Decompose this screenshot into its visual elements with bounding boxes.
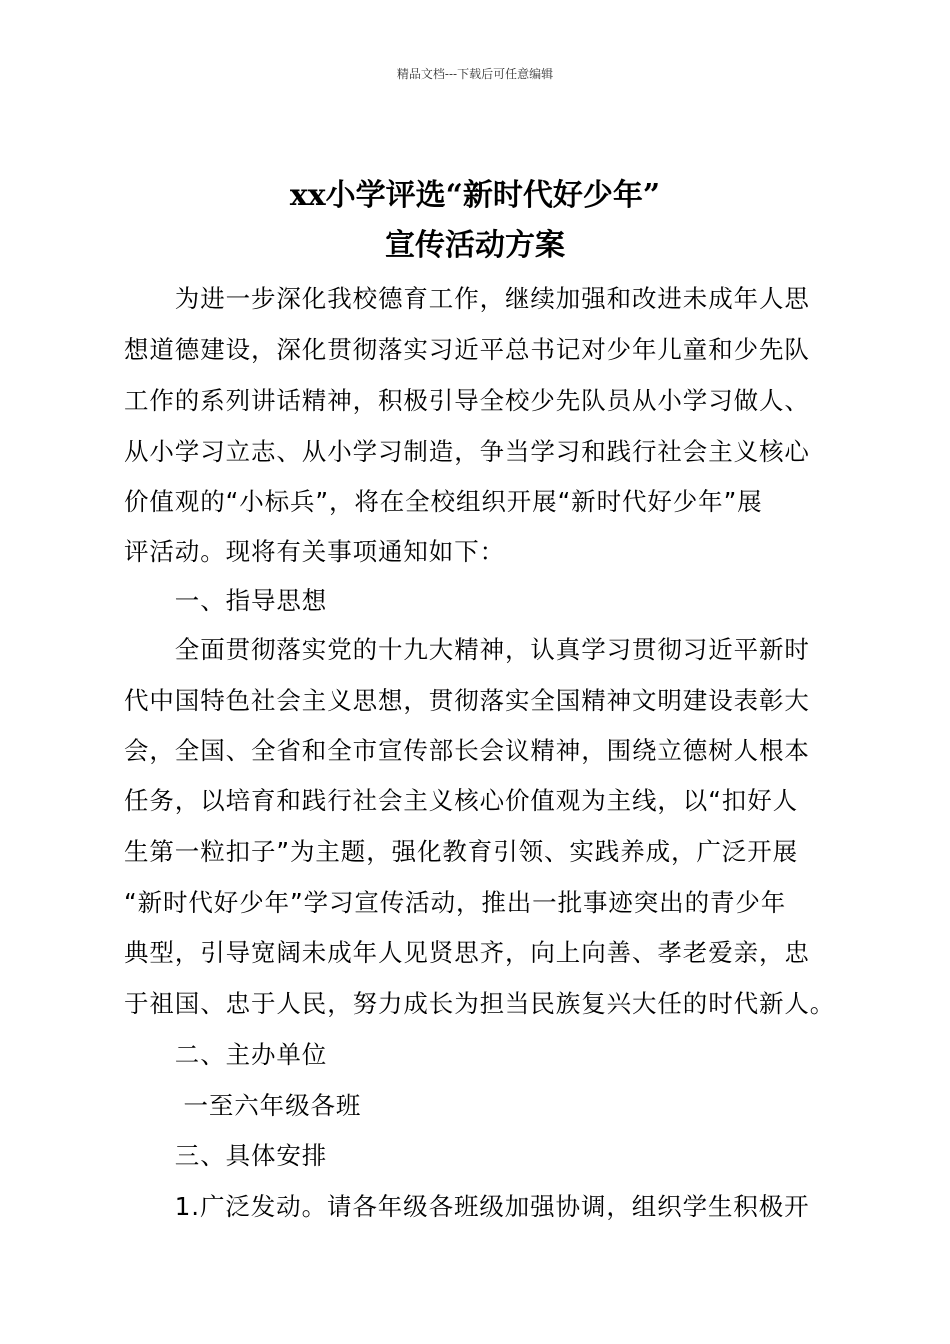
- document-title-line-2: 宣传活动方案: [385, 228, 565, 263]
- guiding-line-1: 全面贯彻落实党的十九大精神，认真学习贯彻习近平新时: [124, 635, 810, 664]
- intro-line-4: 从小学习立志、从小学习制造，争当学习和践行社会主义核心: [124, 437, 810, 466]
- header-note: 精品文档---下载后可任意编辑: [396, 67, 554, 81]
- guiding-line-4: 任务，以培育和践行社会主义核心价值观为主线，以“扣好人: [124, 786, 798, 815]
- organizer-text: 一至六年级各班: [124, 1091, 362, 1120]
- guiding-line-3: 会，全国、全省和全市宣传部长会议精神，围绕立德树人根本: [124, 736, 810, 765]
- intro-line-2: 想道德建设，深化贯彻落实习近平总书记对少年儿童和少先队: [124, 335, 810, 364]
- guiding-line-6: “新时代好少年”学习宣传活动，推出一批事迹突出的青少年: [124, 888, 787, 917]
- guiding-line-5: 生第一粒扣子”为主题，强化教育引领、实践养成，广泛开展: [124, 837, 798, 866]
- document-title-line-1: xx小学评选“新时代好少年”: [289, 178, 661, 213]
- guiding-line-7: 典型，引导宽阔未成年人见贤思齐，向上向善、孝老爱亲，忠: [124, 938, 810, 967]
- section-heading-arrangements: 三、具体安排: [124, 1141, 328, 1170]
- intro-line-1: 为进一步深化我校德育工作，继续加强和改进未成年人思: [124, 284, 810, 313]
- arrangement-line-1: 1.广泛发动。请各年级各班级加强协调，组织学生积极开: [124, 1192, 810, 1221]
- guiding-line-2: 代中国特色社会主义思想，贯彻落实全国精神文明建设表彰大: [124, 686, 810, 715]
- intro-line-3: 工作的系列讲话精神，积极引导全校少先队员从小学习做人、: [124, 386, 810, 415]
- intro-line-5: 价值观的“小标兵”，将在全校组织开展“新时代好少年”展: [124, 487, 763, 516]
- section-heading-guiding-ideology: 一、指导思想: [124, 586, 328, 615]
- intro-line-6: 评活动。现将有关事项通知如下：: [124, 537, 505, 566]
- section-heading-organizer: 二、主办单位: [124, 1040, 328, 1069]
- guiding-line-8: 于祖国、忠于人民，努力成长为担当民族复兴大任的时代新人。: [124, 989, 836, 1018]
